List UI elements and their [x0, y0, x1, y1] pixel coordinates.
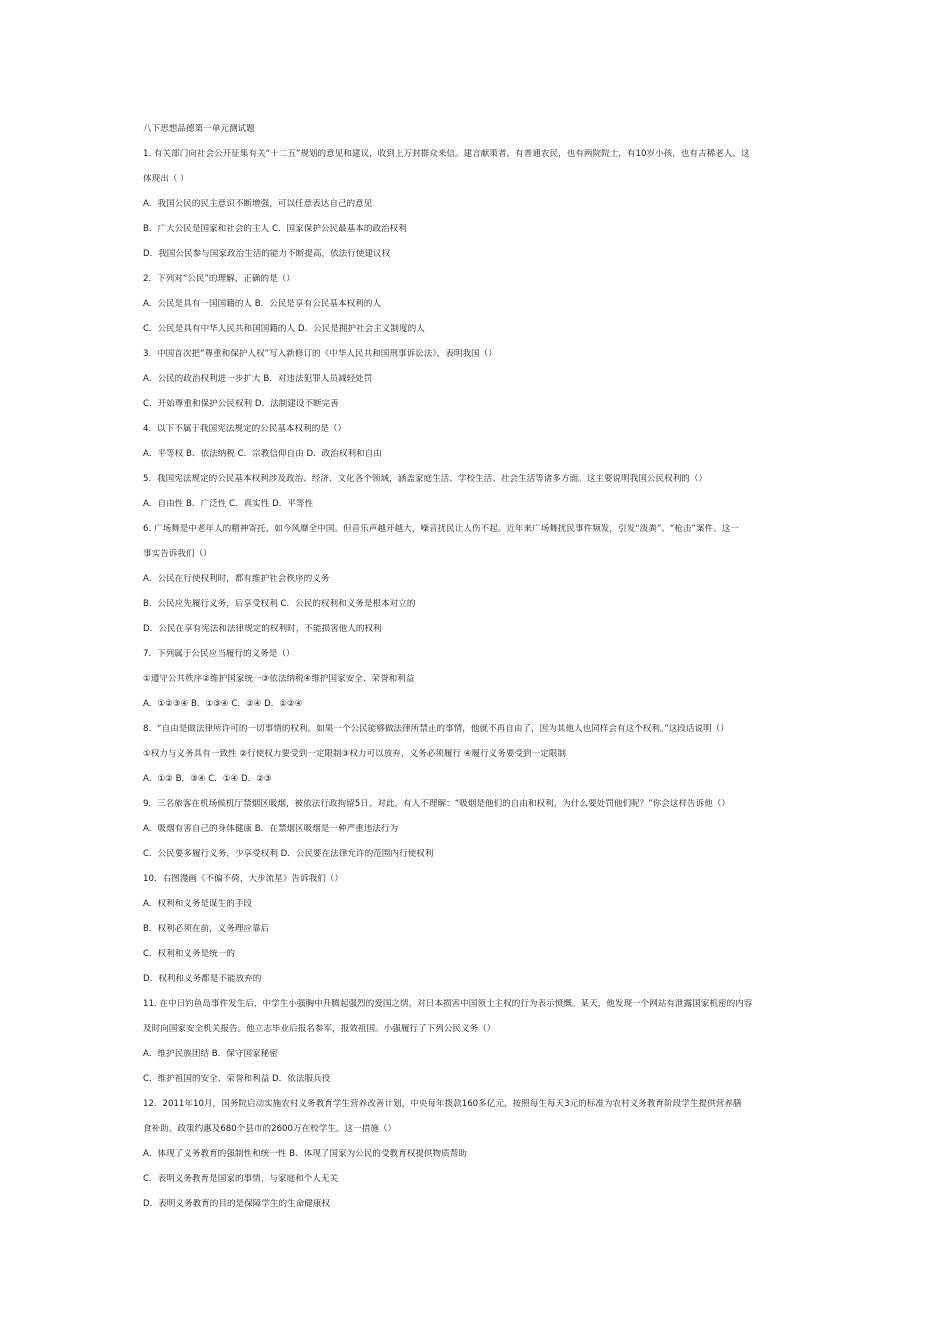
- text-line: A．公民是具有一国国籍的人 B．公民是享有公民基本权利的人: [143, 299, 381, 309]
- text-line: A．①② B．③④ C．①④ D．②③: [143, 774, 272, 784]
- text-line: C．开始尊重和保护公民权利 D．法制建设不断完善: [143, 399, 339, 409]
- text-line: D．我国公民参与国家政治生活的能力不断提高，依法行使建议权: [143, 249, 391, 259]
- text-line: A．维护民族团结 B．保守国家秘密: [143, 1049, 278, 1059]
- text-line: 体现出（ ）: [143, 174, 189, 184]
- document-body: [143, 149, 813, 1210]
- text-line: 7．下列属于公民应当履行的义务是（）: [143, 649, 295, 659]
- text-line: D．表明义务教育的目的是保障学生的生命健康权: [143, 1199, 331, 1209]
- text-line: A．平等权 B．依法纳税 C．宗教信仰自由 D．政治权利和自由: [143, 449, 382, 459]
- text-line: ①权力与义务具有一致性 ②行使权力要受到一定限制③权力可以放弃，义务必须履行 ④履行义务要受到一定限制: [143, 749, 567, 759]
- text-line: C．表明义务教育是国家的事情，与家庭和个人无关: [143, 1174, 339, 1184]
- text-line: 1. 有关部门向社会公开征集有关“十二五”规划的意见和建议，收到上万封群众来信。建言献策者，有普通农民，也有两院院士，有10岁小孩，也有古稀老人。这: [143, 149, 750, 159]
- text-line: 2．下列对“公民”的理解，正确的是（）: [143, 274, 295, 284]
- text-line: 8．“自由是做法律所许可的一切事情的权利。如果一个公民能够做法律所禁止的事情，他就不再自由了，因为其他人也同样会有这个权利。”这段话说明（）: [143, 724, 729, 734]
- document-page: [143, 124, 813, 1224]
- text-line: B．权利必须在前，义务理应靠后: [143, 924, 270, 934]
- text-line: B．广大公民是国家和社会的主人 C．国家保护公民最基本的政治权利: [143, 224, 407, 234]
- text-line: A．①②③④ B．①③④ C．②④ D．①②④: [143, 699, 303, 709]
- text-line: B．公民应先履行义务，后享受权利 C．公民的权利和义务是根本对立的: [143, 599, 416, 609]
- text-line: A．公民的政治权利进一步扩大 B．对违法犯罪人员减轻处罚: [143, 374, 373, 384]
- text-line: 事实告诉我们（）: [143, 549, 212, 559]
- text-line: A．体现了义务教育的强制性和统一性 B．体现了国家为公民的受教育权提供物质帮助: [143, 1149, 467, 1159]
- text-line: 及时向国家安全机关报告。他立志毕业后报名参军，报效祖国。小强履行了下列公民义务（）: [143, 1024, 496, 1034]
- text-line: 4．以下不属于我国宪法规定的公民基本权利的是（）: [143, 424, 347, 434]
- text-line: A．权利和义务是谋生的手段: [143, 899, 253, 909]
- text-line: 6. 广场舞是中老年人的精神寄托，如今风靡全中国。但音乐声越开越大，噪音扰民让人伤不起。近年来广场舞扰民事件频发，引发“泼粪”、“枪击”案件。这一: [143, 524, 739, 534]
- text-line: C．权利和义务是统一的: [143, 949, 235, 959]
- text-line: 10．右图漫画《不偏不倚，大步流星》告诉我们（）: [143, 874, 343, 884]
- text-line: 12．2011年10月，国务院启动实施农村义务教育学生营养改善计划，中央每年拨款160多亿元，按照每生每天3元的标准为农村义务教育阶段学生提供营养膳: [143, 1099, 742, 1109]
- text-line: A．吸烟有害自己的身体健康 B．在禁烟区吸烟是一种严重违法行为: [143, 824, 399, 834]
- text-line: C．维护祖国的安全、荣誉和利益 D．依法服兵役: [143, 1074, 331, 1084]
- text-line: 3．中国首次把“尊重和保护人权”写入新修订的《中华人民共和国刑事诉讼法》，表明我国（）: [143, 349, 497, 359]
- text-line: 9．三名旅客在机场候机厅禁烟区吸烟，被依法行政拘留5日。对此，有人不理解：“吸烟是他们的自由和权利，为什么要处罚他们呢？”你会这样告诉他（）: [143, 799, 731, 809]
- text-line: D．公民在享有宪法和法律规定的权利时，不能损害他人的权利: [143, 624, 382, 634]
- text-line: ①遵守公共秩序②维护国家统一③依法纳税④维护国家安全、荣誉和利益: [143, 674, 415, 684]
- text-line: A．公民在行使权利时，都有维护社会秩序的义务: [143, 574, 330, 584]
- text-line: C．公民是具有中华人民共和国国籍的人 D．公民是拥护社会主义制度的人: [143, 324, 425, 334]
- text-line: A．我国公民的民主意识不断增强，可以任意表达自己的意见: [143, 199, 373, 209]
- text-line: C．公民要多履行义务，少享受权利 D．公民要在法律允许的范围内行使权利: [143, 849, 434, 859]
- text-line: 食补助。政策约惠及680个县市的2600万在校学生。这一措施（）: [143, 1124, 397, 1134]
- text-line: D．权利和义务都是不能放弃的: [143, 974, 262, 984]
- text-line: 11. 在中日钓鱼岛事件发生后，中学生小强胸中升腾起强烈的爱国之情，对日本损害中国领土主权的行为表示愤慨。某天，他发现一个网站有泄露国家机密的内容: [143, 999, 753, 1009]
- document-title: 八下思想品德第一单元测试题: [143, 124, 255, 134]
- text-line: A．自由性 B．广泛性 C．真实性 D．平等性: [143, 499, 314, 509]
- text-line: 5．我国宪法规定的公民基本权利涉及政治、经济、文化各个领域，涵盖家庭生活、学校生活、社会生活等诸多方面。这主要说明我国公民权利的（）: [143, 474, 708, 484]
